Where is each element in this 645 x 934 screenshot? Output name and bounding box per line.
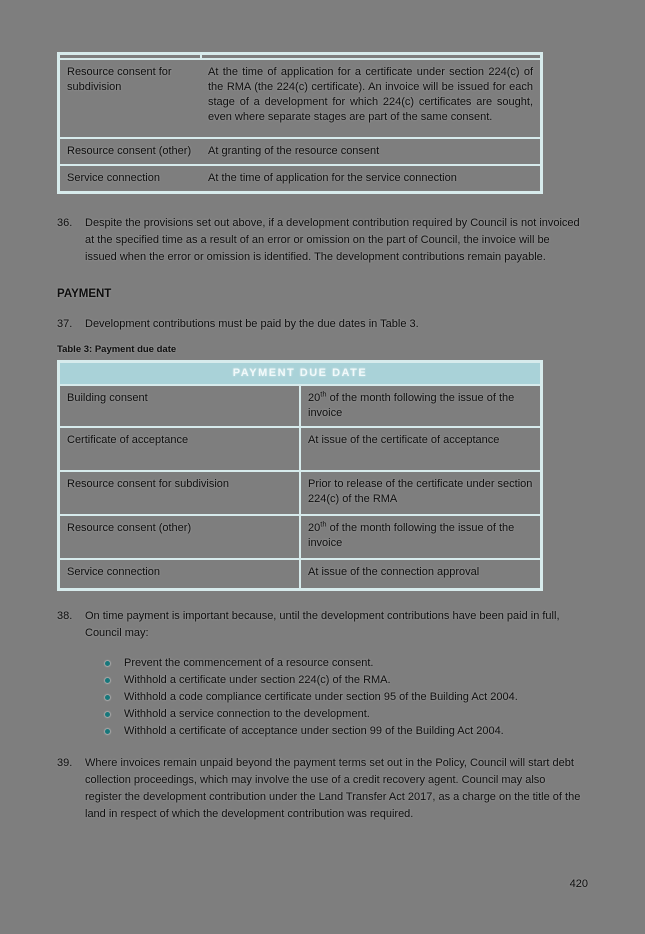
list-item: [105, 706, 588, 723]
bullet-icon: [105, 661, 110, 666]
row-value: At granting of the resource consent: [208, 145, 380, 157]
paragraph-38: [57, 608, 582, 642]
list-item: [105, 689, 588, 706]
row-value: At issue of the connection approval: [300, 559, 542, 590]
row-label: Resource consent (other): [59, 515, 301, 559]
paragraph-text: Development contributions must be paid by the due dates in Table 3.: [85, 318, 419, 330]
table3-caption: Table 3: Payment due date: [57, 344, 177, 355]
bullet-icon: [105, 695, 110, 700]
table-row: [59, 59, 542, 138]
row-value: Prior to release of the certificate under section 224(c) of the RMA: [300, 471, 542, 515]
page-content: [57, 0, 588, 823]
paragraph-text: Where invoices remain unpaid beyond the payment terms set out in the Policy, Council will start debt collection proceedings, which may involve the use of a credit recovery agent. Council may also register the development contribution under the Land Transfer Act 2017, as a charge on the title of the land in respect of which the development contribution was required.: [85, 757, 581, 820]
bullet-icon: [105, 678, 110, 683]
table-row: [59, 471, 542, 515]
row-value: At the time of application for a certificate under section 224(c) of the RMA (the 224(c) certificate). An invoice will be issued for each stage of a development for which 224(c) certificates are sought, even where separate stages are part of the same consent.: [208, 66, 533, 123]
row-value: At the time of application for the service connection: [208, 172, 457, 184]
row-label: Resource consent (other): [67, 145, 192, 157]
list-item-text: Withhold a code compliance certificate under section 95 of the Building Act 2004.: [124, 691, 518, 703]
row-value: 20th of the month following the issue of the invoice: [300, 385, 542, 427]
row-label: Building consent: [59, 385, 301, 427]
table-header-row: [59, 362, 542, 386]
table-row: [59, 427, 542, 471]
table-header: PAYMENT DUE DATE: [59, 362, 542, 386]
row-label: Service connection: [59, 559, 301, 590]
paragraph-text: Despite the provisions set out above, if a development contribution required by Council is not invoiced at the specified time as a result of an error or omission on the part of Council, the invoice will be issued when the error or omission is identified. The development contributions remain payable.: [85, 217, 580, 263]
paragraph-number: 36.: [57, 217, 73, 229]
list-item-text: Withhold a certificate under section 224(c) of the RMA.: [124, 674, 391, 686]
row-value: At issue of the certificate of acceptance: [300, 427, 542, 471]
table-row: [59, 165, 542, 193]
paragraph-number: 38.: [57, 610, 73, 622]
row-label: Resource consent for subdivision: [59, 471, 301, 515]
paragraph-36: [57, 215, 582, 266]
list-item: [105, 723, 588, 740]
list-item: [105, 655, 588, 672]
paragraph-number: 39.: [57, 757, 73, 769]
list-item-text: Prevent the commencement of a resource consent.: [124, 657, 374, 669]
section-heading-payment: PAYMENT: [57, 288, 112, 300]
bullet-icon: [105, 729, 110, 734]
page-number: 420: [569, 878, 588, 890]
bullet-icon: [105, 712, 110, 717]
table-row: [59, 385, 542, 427]
list-item-text: Withhold a service connection to the development.: [124, 708, 370, 720]
list-item: [105, 672, 588, 689]
table-row: [59, 559, 542, 590]
row-label: Service connection: [67, 172, 160, 184]
row-value: 20th of the month following the issue of the invoice: [300, 515, 542, 559]
table-row: [59, 138, 542, 165]
payment-due-date-table: [57, 360, 543, 591]
paragraph-39: [57, 755, 582, 823]
paragraph-37: [57, 316, 582, 333]
paragraph-text: On time payment is important because, until the development contributions have been paid in full, Council may:: [85, 610, 560, 639]
invoice-timing-table: [57, 52, 543, 194]
list-item-text: Withhold a certificate of acceptance under section 99 of the Building Act 2004.: [124, 725, 504, 737]
row-label: Certificate of acceptance: [59, 427, 301, 471]
council-actions-list: [57, 655, 588, 740]
paragraph-number: 37.: [57, 318, 73, 330]
row-label: Resource consent for subdivision: [67, 66, 172, 93]
table-row: [59, 515, 542, 559]
